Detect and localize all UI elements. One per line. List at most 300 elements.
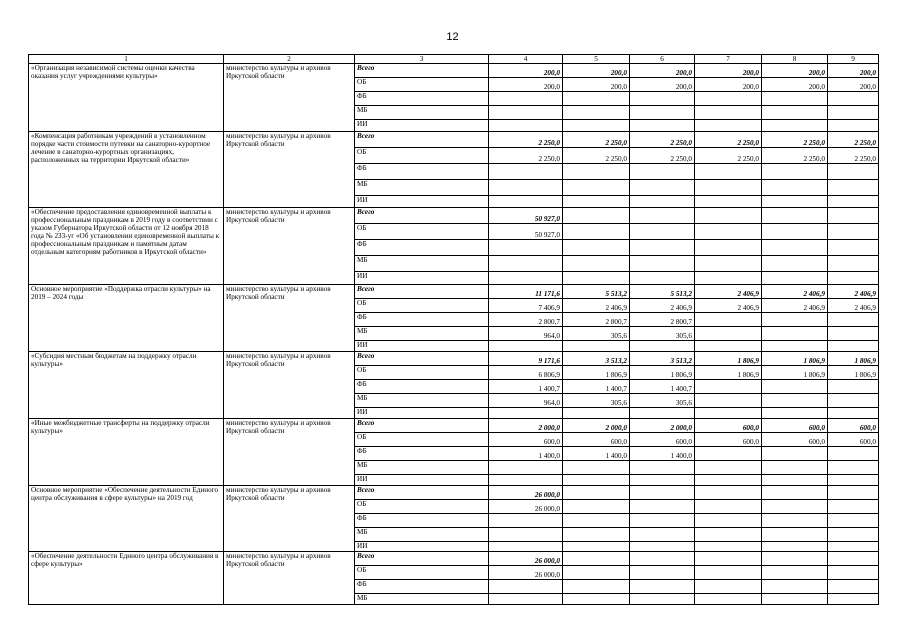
amount-cell (695, 313, 762, 327)
amount-cell (762, 594, 828, 605)
funding-source: ИИ (355, 272, 489, 285)
amount-cell (762, 240, 828, 256)
amount-cell (630, 542, 695, 552)
amount-cell (762, 528, 828, 542)
amount-cell (630, 514, 695, 528)
amount-cell: 26 000,0 (489, 566, 563, 580)
amount-cell (630, 240, 695, 256)
funding-source: ИИ (355, 542, 489, 552)
funding-source: ФБ (355, 92, 489, 106)
amount-cell (563, 120, 630, 132)
funding-source: ОБ (355, 78, 489, 92)
amount-cell (563, 566, 630, 580)
amount-cell (828, 240, 879, 256)
amount-cell (489, 514, 563, 528)
amount-cell (630, 580, 695, 594)
amount-cell (828, 327, 879, 341)
activity-description: «Организация независимой системы оценки качества оказания услуг учреждениями культуры» (29, 64, 224, 132)
column-header: 2 (224, 55, 355, 64)
funding-source: ОБ (355, 224, 489, 240)
amount-cell (695, 394, 762, 408)
column-header: 8 (762, 55, 828, 64)
amount-cell: 2 250,0 (762, 148, 828, 164)
amount-cell (762, 580, 828, 594)
amount-cell: 600,0 (695, 433, 762, 447)
amount-cell (762, 313, 828, 327)
funding-source: МБ (355, 256, 489, 272)
amount-cell (630, 224, 695, 240)
amount-cell (563, 486, 630, 500)
amount-cell (563, 542, 630, 552)
amount-cell (489, 164, 563, 180)
amount-cell (630, 196, 695, 208)
amount-cell: 1 806,9 (563, 366, 630, 380)
funding-source: МБ (355, 327, 489, 341)
amount-cell (762, 394, 828, 408)
amount-cell (828, 528, 879, 542)
amount-cell (828, 552, 879, 566)
funding-source: Всего (355, 208, 489, 224)
amount-cell (695, 272, 762, 285)
responsible-organization: министерство культуры и архивов Иркутской области (224, 419, 355, 486)
amount-cell: 200,0 (630, 78, 695, 92)
amount-cell (489, 196, 563, 208)
funding-source: ИИ (355, 120, 489, 132)
amount-cell (828, 224, 879, 240)
amount-cell: 200,0 (695, 64, 762, 78)
amount-cell: 600,0 (762, 419, 828, 433)
funding-source: ФБ (355, 447, 489, 461)
funding-source: ФБ (355, 580, 489, 594)
amount-cell: 1 806,9 (695, 366, 762, 380)
amount-cell: 200,0 (695, 78, 762, 92)
responsible-organization: министерство культуры и архивов Иркутской области (224, 285, 355, 352)
amount-cell (695, 196, 762, 208)
amount-cell: 600,0 (563, 433, 630, 447)
amount-cell (630, 341, 695, 352)
amount-cell: 1 400,0 (630, 447, 695, 461)
table-row (29, 132, 879, 148)
amount-cell: 11 171,6 (489, 285, 563, 299)
amount-cell (828, 208, 879, 224)
amount-cell: 2 406,9 (563, 299, 630, 313)
amount-cell (630, 164, 695, 180)
amount-cell (563, 272, 630, 285)
amount-cell (489, 240, 563, 256)
funding-source: ИИ (355, 475, 489, 486)
funding-source: ФБ (355, 380, 489, 394)
funding-source: ФБ (355, 164, 489, 180)
amount-cell (695, 528, 762, 542)
amount-cell (762, 461, 828, 475)
amount-cell (563, 208, 630, 224)
amount-cell: 6 806,9 (489, 366, 563, 380)
amount-cell: 600,0 (630, 433, 695, 447)
budget-table (28, 54, 879, 605)
amount-cell (828, 164, 879, 180)
funding-source: МБ (355, 461, 489, 475)
amount-cell: 2 250,0 (563, 132, 630, 148)
amount-cell (489, 106, 563, 120)
amount-cell (762, 500, 828, 514)
amount-cell (489, 580, 563, 594)
amount-cell (489, 475, 563, 486)
amount-cell (828, 92, 879, 106)
activity-description: «Компенсация работникам учреждений в установленном порядке части стоимости путевки на санаторно-курортное лечение в санаторно-курортных организациях, расположенных на территории Иркутской области» (29, 132, 224, 208)
column-header: 5 (563, 55, 630, 64)
amount-cell (762, 272, 828, 285)
amount-cell: 26 000,0 (489, 500, 563, 514)
amount-cell: 1 400,0 (489, 447, 563, 461)
amount-cell (489, 92, 563, 106)
amount-cell (695, 380, 762, 394)
amount-cell: 2 250,0 (489, 148, 563, 164)
amount-cell: 200,0 (489, 64, 563, 78)
amount-cell (828, 313, 879, 327)
amount-cell: 50 927,0 (489, 224, 563, 240)
funding-source: ОБ (355, 500, 489, 514)
table-body (29, 64, 879, 605)
amount-cell: 200,0 (489, 78, 563, 92)
amount-cell: 2 800,7 (563, 313, 630, 327)
amount-cell (828, 580, 879, 594)
funding-source: ОБ (355, 299, 489, 313)
column-header: 3 (355, 55, 489, 64)
amount-cell: 1 806,9 (695, 352, 762, 366)
amount-cell: 2 406,9 (695, 299, 762, 313)
amount-cell: 964,0 (489, 394, 563, 408)
amount-cell (630, 256, 695, 272)
amount-cell (489, 594, 563, 605)
amount-cell (828, 394, 879, 408)
amount-cell (563, 514, 630, 528)
responsible-organization: министерство культуры и архивов Иркутской области (224, 352, 355, 419)
amount-cell (695, 106, 762, 120)
amount-cell (563, 408, 630, 419)
amount-cell (695, 180, 762, 196)
amount-cell: 2 800,7 (489, 313, 563, 327)
amount-cell (563, 92, 630, 106)
activity-description: Основное мероприятие «Обеспечение деятельности Единого центра обслуживания в сфере культуры» на 2019 год (29, 486, 224, 552)
amount-cell (828, 475, 879, 486)
amount-cell (695, 447, 762, 461)
amount-cell: 7 406,9 (489, 299, 563, 313)
amount-cell (630, 566, 695, 580)
amount-cell: 5 513,2 (630, 285, 695, 299)
amount-cell (762, 514, 828, 528)
amount-cell (489, 256, 563, 272)
amount-cell (762, 408, 828, 419)
amount-cell (762, 475, 828, 486)
amount-cell (762, 256, 828, 272)
amount-cell (828, 180, 879, 196)
amount-cell (563, 580, 630, 594)
amount-cell (563, 196, 630, 208)
activity-description: «Обеспечение предоставления единовременной выплаты к профессиональным праздникам в 2019 году в соответствии с указом Губернатора Иркутской области от 12 ноября 2018 года № 233-уг «Об установлении единовременной выплаты к профессиональным праздникам и памятным датам отдельным категориям работников в Иркутской области» (29, 208, 224, 285)
amount-cell (762, 542, 828, 552)
amount-cell: 200,0 (762, 64, 828, 78)
amount-cell: 2 800,7 (630, 313, 695, 327)
amount-cell (695, 542, 762, 552)
amount-cell (695, 500, 762, 514)
amount-cell: 1 400,0 (563, 447, 630, 461)
funding-source: ИИ (355, 341, 489, 352)
amount-cell: 2 250,0 (762, 132, 828, 148)
responsible-organization: министерство культуры и архивов Иркутской области (224, 486, 355, 552)
amount-cell: 2 250,0 (563, 148, 630, 164)
funding-source: Всего (355, 285, 489, 299)
funding-source: Всего (355, 64, 489, 78)
amount-cell: 1 806,9 (828, 366, 879, 380)
amount-cell (695, 256, 762, 272)
funding-source: Всего (355, 419, 489, 433)
amount-cell (563, 256, 630, 272)
funding-source: ФБ (355, 313, 489, 327)
table-row (29, 64, 879, 78)
amount-cell: 9 171,6 (489, 352, 563, 366)
funding-source: МБ (355, 106, 489, 120)
amount-cell (828, 486, 879, 500)
amount-cell (563, 240, 630, 256)
amount-cell (630, 486, 695, 500)
amount-cell (762, 224, 828, 240)
amount-cell (828, 272, 879, 285)
amount-cell: 50 927,0 (489, 208, 563, 224)
amount-cell (489, 542, 563, 552)
amount-cell (630, 552, 695, 566)
funding-source: Всего (355, 552, 489, 566)
amount-cell: 2 250,0 (489, 132, 563, 148)
amount-cell (762, 380, 828, 394)
amount-cell (695, 552, 762, 566)
amount-cell (695, 408, 762, 419)
amount-cell (563, 461, 630, 475)
amount-cell (563, 224, 630, 240)
amount-cell: 2 406,9 (630, 299, 695, 313)
amount-cell (762, 566, 828, 580)
amount-cell: 2 406,9 (762, 285, 828, 299)
amount-cell (762, 486, 828, 500)
amount-cell: 600,0 (828, 433, 879, 447)
amount-cell (762, 447, 828, 461)
amount-cell (630, 180, 695, 196)
amount-cell (630, 594, 695, 605)
amount-cell: 200,0 (828, 78, 879, 92)
amount-cell (828, 196, 879, 208)
amount-cell (762, 341, 828, 352)
amount-cell (828, 447, 879, 461)
amount-cell (828, 594, 879, 605)
amount-cell: 2 250,0 (828, 148, 879, 164)
table-row (29, 352, 879, 366)
amount-cell (695, 486, 762, 500)
amount-cell: 200,0 (563, 64, 630, 78)
amount-cell (695, 327, 762, 341)
amount-cell: 2 406,9 (695, 285, 762, 299)
activity-description: «Обеспечение деятельности Единого центра обслуживания в сфере культуры» (29, 552, 224, 605)
amount-cell: 600,0 (695, 419, 762, 433)
activity-description: Основное мероприятие «Поддержка отрасли культуры» на 2019 – 2024 годы (29, 285, 224, 352)
responsible-organization: министерство культуры и архивов Иркутской области (224, 64, 355, 132)
amount-cell: 2 000,0 (563, 419, 630, 433)
amount-cell (630, 106, 695, 120)
amount-cell (695, 341, 762, 352)
amount-cell (630, 272, 695, 285)
amount-cell (489, 272, 563, 285)
amount-cell: 2 250,0 (695, 132, 762, 148)
amount-cell (489, 528, 563, 542)
amount-cell: 2 250,0 (630, 148, 695, 164)
amount-cell: 200,0 (828, 64, 879, 78)
column-header: 6 (630, 55, 695, 64)
amount-cell (695, 224, 762, 240)
amount-cell (828, 106, 879, 120)
amount-cell (489, 408, 563, 419)
funding-source: ИИ (355, 196, 489, 208)
amount-cell (762, 106, 828, 120)
funding-source: МБ (355, 394, 489, 408)
amount-cell: 1 806,9 (630, 366, 695, 380)
amount-cell (762, 196, 828, 208)
amount-cell: 200,0 (762, 78, 828, 92)
amount-cell: 3 513,2 (630, 352, 695, 366)
table-row (29, 285, 879, 299)
amount-cell: 2 250,0 (630, 132, 695, 148)
amount-cell: 600,0 (828, 419, 879, 433)
amount-cell: 2 000,0 (630, 419, 695, 433)
amount-cell: 1 400,7 (630, 380, 695, 394)
amount-cell: 2 406,9 (828, 285, 879, 299)
amount-cell (695, 120, 762, 132)
amount-cell (489, 180, 563, 196)
amount-cell (563, 528, 630, 542)
amount-cell (828, 341, 879, 352)
amount-cell: 2 250,0 (695, 148, 762, 164)
amount-cell: 600,0 (762, 433, 828, 447)
amount-cell: 600,0 (489, 433, 563, 447)
amount-cell (695, 514, 762, 528)
amount-cell: 2 250,0 (828, 132, 879, 148)
amount-cell (489, 120, 563, 132)
table-row (29, 486, 879, 500)
amount-cell (828, 542, 879, 552)
amount-cell (695, 594, 762, 605)
amount-cell: 964,0 (489, 327, 563, 341)
amount-cell (563, 594, 630, 605)
amount-cell (563, 106, 630, 120)
funding-source: ФБ (355, 240, 489, 256)
amount-cell: 200,0 (630, 64, 695, 78)
amount-cell (489, 461, 563, 475)
funding-source: Всего (355, 352, 489, 366)
amount-cell: 200,0 (563, 78, 630, 92)
amount-cell (762, 120, 828, 132)
amount-cell (828, 380, 879, 394)
amount-cell: 305,6 (563, 327, 630, 341)
funding-source: Всего (355, 486, 489, 500)
amount-cell (630, 408, 695, 419)
amount-cell (695, 580, 762, 594)
funding-source: ОБ (355, 366, 489, 380)
amount-cell (695, 461, 762, 475)
table-row (29, 419, 879, 433)
responsible-organization: министерство культуры и архивов Иркутской области (224, 552, 355, 605)
amount-cell (630, 208, 695, 224)
funding-source: ИИ (355, 408, 489, 419)
amount-cell: 305,6 (630, 327, 695, 341)
table-row (29, 208, 879, 224)
amount-cell (828, 566, 879, 580)
funding-source: ФБ (355, 514, 489, 528)
amount-cell (695, 92, 762, 106)
amount-cell: 1 400,7 (489, 380, 563, 394)
funding-source: МБ (355, 180, 489, 196)
responsible-organization: министерство культуры и архивов Иркутской области (224, 132, 355, 208)
amount-cell (828, 500, 879, 514)
amount-cell (695, 240, 762, 256)
funding-source: МБ (355, 528, 489, 542)
amount-cell (630, 528, 695, 542)
amount-cell: 26 000,0 (489, 552, 563, 566)
amount-cell (828, 120, 879, 132)
column-header: 7 (695, 55, 762, 64)
amount-cell (563, 164, 630, 180)
amount-cell (828, 408, 879, 419)
amount-cell (630, 475, 695, 486)
funding-source: ОБ (355, 148, 489, 164)
column-header: 4 (489, 55, 563, 64)
funding-source: Всего (355, 132, 489, 148)
page-number: 12 (446, 31, 459, 43)
amount-cell (695, 566, 762, 580)
amount-cell (828, 256, 879, 272)
amount-cell: 1 400,7 (563, 380, 630, 394)
amount-cell (563, 552, 630, 566)
activity-description: «Субсидия местным бюджетам на поддержку отрасли культуры» (29, 352, 224, 419)
amount-cell: 2 406,9 (828, 299, 879, 313)
amount-cell (695, 208, 762, 224)
amount-cell (762, 208, 828, 224)
amount-cell (695, 475, 762, 486)
amount-cell (828, 461, 879, 475)
amount-cell: 305,6 (563, 394, 630, 408)
column-header: 1 (29, 55, 224, 64)
funding-source: МБ (355, 594, 489, 605)
amount-cell (762, 164, 828, 180)
funding-source: ОБ (355, 433, 489, 447)
amount-cell (695, 164, 762, 180)
amount-cell (762, 552, 828, 566)
amount-cell (828, 514, 879, 528)
amount-cell: 305,6 (630, 394, 695, 408)
amount-cell (630, 500, 695, 514)
amount-cell (563, 500, 630, 514)
amount-cell: 1 806,9 (762, 366, 828, 380)
amount-cell: 1 806,9 (762, 352, 828, 366)
amount-cell: 5 513,2 (563, 285, 630, 299)
amount-cell (630, 461, 695, 475)
table-row (29, 552, 879, 566)
amount-cell: 26 000,0 (489, 486, 563, 500)
amount-cell (563, 475, 630, 486)
amount-cell: 1 806,9 (828, 352, 879, 366)
activity-description: «Иные межбюджетные трансферты на поддержку отрасли культуры» (29, 419, 224, 486)
funding-source: ОБ (355, 566, 489, 580)
amount-cell (630, 120, 695, 132)
amount-cell: 2 000,0 (489, 419, 563, 433)
amount-cell: 2 406,9 (762, 299, 828, 313)
amount-cell: 3 513,2 (563, 352, 630, 366)
